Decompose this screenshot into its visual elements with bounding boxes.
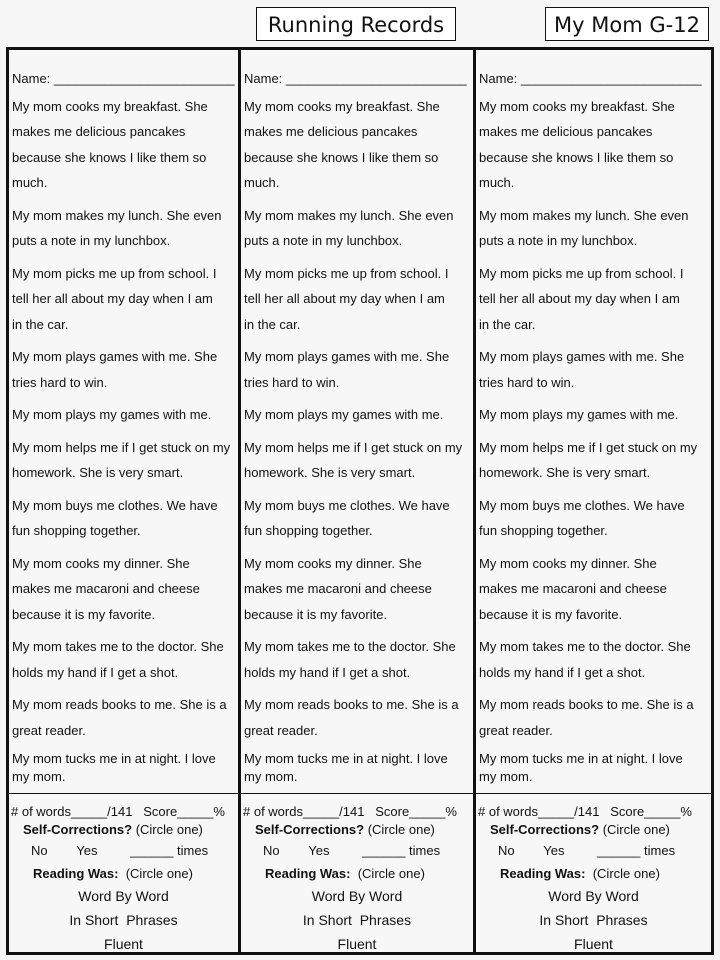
record-column [6, 50, 238, 952]
name-field[interactable]: Name: _________________________ [12, 71, 235, 86]
option-yes[interactable]: Yes [76, 843, 98, 858]
story-text [476, 50, 711, 786]
word-count-score-field[interactable]: # of words_____/141 Score_____% [243, 804, 457, 819]
option-no[interactable]: No [498, 843, 515, 858]
story-paragraph: My mom helps me if I get stuck on my homework. She is very smart. [479, 439, 698, 480]
story-paragraph: My mom cooks my dinner. She makes me macaroni and cheese because it is my favorite. [479, 555, 667, 622]
passage-title: My Mom G-12 [545, 7, 709, 41]
story-paragraph: My mom takes me to the doctor. She holds my hand if I get a shot. [12, 639, 224, 680]
reading-was-label: Reading Was: [33, 866, 119, 881]
story-paragraph: My mom plays games with me. She tries hard to win. [12, 349, 218, 390]
choice-fluent[interactable]: Fluent [337, 936, 377, 952]
reading-was-label: Reading Was: [265, 866, 351, 881]
story-paragraph: My mom plays my games with me. [479, 407, 679, 422]
reading-was-heading [500, 866, 660, 881]
circle-one-note: (Circle one) [592, 866, 660, 881]
self-corrections-heading [255, 822, 435, 837]
story-paragraph: My mom buys me clothes. We have fun shopping together. [12, 497, 218, 538]
times-field[interactable]: ______ times [597, 843, 676, 858]
story-paragraph: My mom makes my lunch. She even puts a note in my lunchbox. [12, 207, 222, 248]
choice-word-by-word[interactable]: Word By Word [311, 888, 403, 904]
story-paragraph: My mom reads books to me. She is a great reader. [12, 697, 227, 738]
circle-one-note: (Circle one) [135, 822, 203, 837]
story-paragraph: My mom helps me if I get stuck on my homework. She is very smart. [244, 439, 463, 480]
story-paragraph: My mom tucks me in at night. I love my mom. [12, 751, 216, 784]
story-paragraph: My mom plays my games with me. [244, 407, 444, 422]
times-field[interactable]: ______ times [130, 843, 209, 858]
scoring-section [476, 793, 711, 952]
self-corrections-options [498, 843, 675, 858]
option-yes[interactable]: Yes [543, 843, 565, 858]
story-paragraph: My mom tucks me in at night. I love my mom. [479, 751, 683, 784]
choice-fluent[interactable]: Fluent [574, 936, 613, 952]
choice-short-phrases[interactable]: In Short Phrases [69, 912, 178, 928]
story-paragraph: My mom plays games with me. She tries hard to win. [479, 349, 685, 390]
name-field[interactable]: Name: _________________________ [244, 71, 467, 86]
reading-was-heading [33, 866, 193, 881]
option-no[interactable]: No [263, 843, 280, 858]
story-paragraph: My mom makes my lunch. She even puts a note in my lunchbox. [479, 207, 689, 248]
running-records-title: Running Records [256, 7, 456, 41]
circle-one-note: (Circle one) [125, 866, 193, 881]
story-paragraph: My mom reads books to me. She is a great reader. [479, 697, 694, 738]
story-text [241, 50, 473, 786]
scoring-section [241, 793, 473, 952]
record-columns [6, 47, 714, 955]
self-corrections-heading [490, 822, 670, 837]
choice-short-phrases[interactable]: In Short Phrases [539, 912, 648, 928]
story-paragraph: My mom cooks my breakfast. She makes me delicious pancakes because she knows I like them so much. [479, 98, 675, 190]
record-column [473, 50, 714, 952]
story-paragraph: My mom cooks my dinner. She makes me macaroni and cheese because it is my favorite. [244, 555, 432, 622]
story-paragraph: My mom makes my lunch. She even puts a note in my lunchbox. [244, 207, 454, 248]
self-corrections-options [31, 843, 208, 858]
self-corrections-label: Self-Corrections? [255, 822, 365, 837]
story-paragraph: My mom takes me to the doctor. She holds my hand if I get a shot. [479, 639, 691, 680]
option-yes[interactable]: Yes [308, 843, 330, 858]
reading-was-heading [265, 866, 425, 881]
scoring-section [9, 793, 238, 952]
story-paragraph: My mom picks me up from school. I tell her all about my day when I am in the car. [12, 265, 217, 332]
story-paragraph: My mom cooks my breakfast. She makes me delicious pancakes because she knows I like them so much. [244, 98, 440, 190]
choice-short-phrases[interactable]: In Short Phrases [302, 912, 412, 928]
option-no[interactable]: No [31, 843, 48, 858]
choice-word-by-word[interactable]: Word By Word [78, 888, 169, 904]
story-paragraph: My mom plays my games with me. [12, 407, 212, 422]
self-corrections-options [263, 843, 440, 858]
story-paragraph: My mom cooks my breakfast. She makes me delicious pancakes because she knows I like them so much. [12, 98, 208, 190]
story-paragraph: My mom picks me up from school. I tell her all about my day when I am in the car. [479, 265, 684, 332]
story-paragraph: My mom cooks my dinner. She makes me macaroni and cheese because it is my favorite. [12, 555, 200, 622]
times-field[interactable]: ______ times [362, 843, 441, 858]
story-paragraph: My mom reads books to me. She is a great reader. [244, 697, 459, 738]
choice-fluent[interactable]: Fluent [104, 936, 143, 952]
story-text [9, 50, 238, 786]
story-paragraph: My mom helps me if I get stuck on my homework. She is very smart. [12, 439, 231, 480]
record-column [238, 50, 473, 952]
reading-was-label: Reading Was: [500, 866, 586, 881]
word-count-score-field[interactable]: # of words_____/141 Score_____% [11, 804, 225, 819]
story-paragraph: My mom takes me to the doctor. She holds my hand if I get a shot. [244, 639, 456, 680]
self-corrections-heading [23, 822, 203, 837]
story-paragraph: My mom plays games with me. She tries hard to win. [244, 349, 450, 390]
circle-one-note: (Circle one) [602, 822, 670, 837]
choice-word-by-word[interactable]: Word By Word [548, 888, 639, 904]
story-paragraph: My mom buys me clothes. We have fun shopping together. [479, 497, 685, 538]
word-count-score-field[interactable]: # of words_____/141 Score_____% [478, 804, 692, 819]
self-corrections-label: Self-Corrections? [490, 822, 600, 837]
story-paragraph: My mom buys me clothes. We have fun shopping together. [244, 497, 450, 538]
story-paragraph: My mom tucks me in at night. I love my mom. [244, 751, 448, 784]
circle-one-note: (Circle one) [367, 822, 435, 837]
self-corrections-label: Self-Corrections? [23, 822, 133, 837]
name-field[interactable]: Name: _________________________ [479, 71, 702, 86]
story-paragraph: My mom picks me up from school. I tell her all about my day when I am in the car. [244, 265, 449, 332]
circle-one-note: (Circle one) [357, 866, 425, 881]
